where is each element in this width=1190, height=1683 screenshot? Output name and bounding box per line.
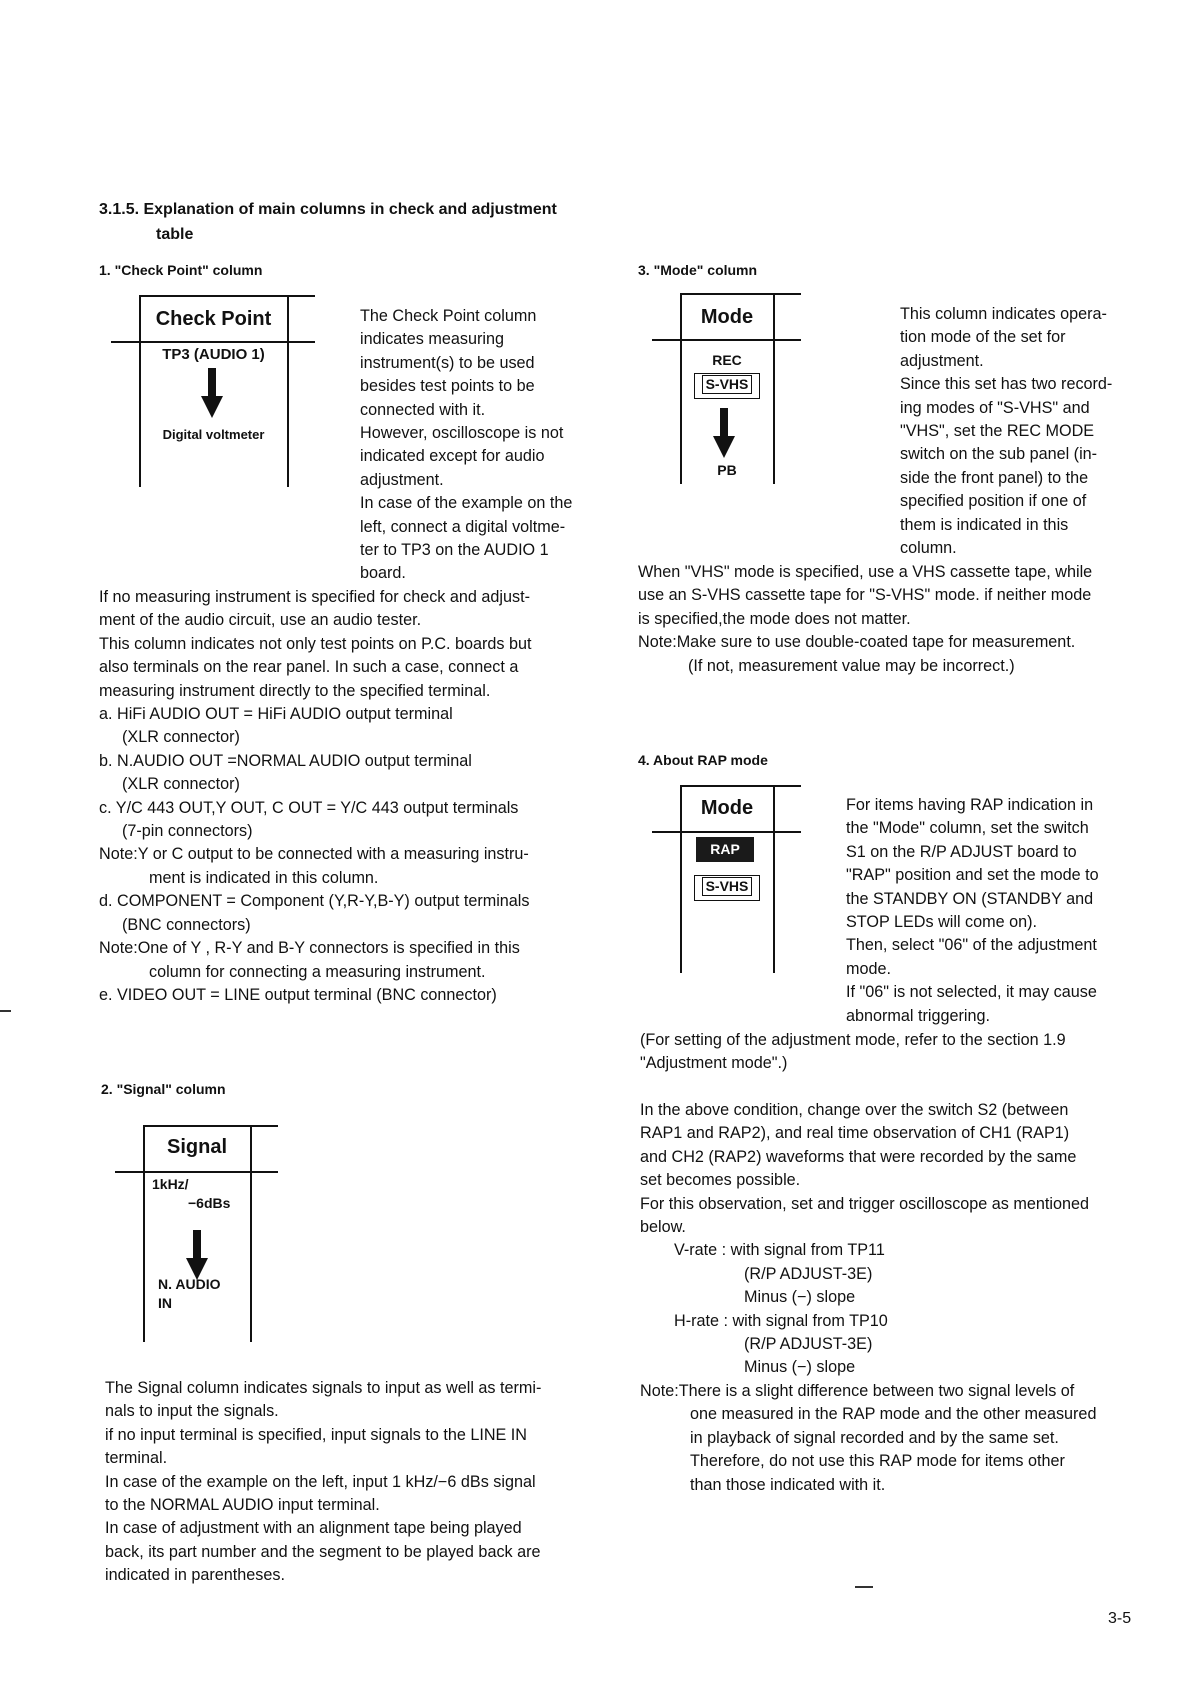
text-line: besides test points to be	[360, 377, 535, 396]
text-line: ment of the audio circuit, use an audio tester.	[99, 611, 422, 630]
mode-side-text	[900, 303, 1112, 560]
list-item-cont: (XLR connector)	[122, 728, 240, 747]
text-line: "Adjustment mode".)	[640, 1054, 788, 1073]
scan-mark	[0, 1010, 11, 1012]
text-line: tion mode of the set for	[900, 328, 1066, 347]
check-point-body	[99, 586, 532, 1007]
down-arrow-icon	[200, 368, 224, 418]
text-line: This column indicates opera-	[900, 305, 1107, 323]
section-title-line1: 3.1.5. Explanation of main columns in check and adjustment	[99, 201, 557, 218]
mode-diagram-rec: REC	[712, 352, 742, 368]
text-line: below.	[640, 1218, 686, 1237]
text-line: left, connect a digital voltme-	[360, 517, 566, 536]
signal-heading: 2. "Signal" column	[101, 1081, 226, 1097]
note: Note:There is a slight difference between two signal levels of	[640, 1381, 1075, 1400]
text-line: terminal.	[105, 1449, 168, 1468]
list-item: a. HiFi AUDIO OUT = HiFi AUDIO output terminal	[99, 705, 453, 724]
text-line: This column indicates not only test points on P.C. boards but	[99, 634, 532, 653]
text-line: indicates measuring	[360, 330, 504, 349]
rap-diagram-svhs	[694, 875, 760, 901]
mode-diagram-svhs	[694, 373, 760, 399]
text-line: "RAP" position and set the mode to	[846, 866, 1099, 885]
text-line: In case of the example on the left, input 1 kHz/−6 dBs signal	[105, 1472, 536, 1491]
list-item: c. Y/C 443 OUT,Y OUT, C OUT = Y/C 443 output terminals	[99, 798, 519, 817]
hrate-line: (R/P ADJUST-3E)	[744, 1335, 873, 1354]
text-line: abnormal triggering.	[846, 1006, 990, 1025]
vrate-line: Minus (−) slope	[744, 1288, 856, 1307]
text-line: If no measuring instrument is specified for check and adjust-	[99, 588, 530, 606]
hrate-line: H-rate : with signal from TP10	[674, 1311, 888, 1330]
text-line: indicated in parentheses.	[105, 1566, 285, 1585]
note-cont: Therefore, do not use this RAP mode for items other	[690, 1452, 1065, 1471]
note-cont: than those indicated with it.	[690, 1475, 886, 1494]
list-item: d. COMPONENT = Component (Y,R-Y,B-Y) output terminals	[99, 892, 530, 911]
mode-heading: 3. "Mode" column	[638, 262, 758, 278]
text-line: column.	[900, 539, 957, 558]
note-cont: one measured in the RAP mode and the other measured	[690, 1405, 1097, 1424]
text-line: use an S-VHS cassette tape for "S-VHS" mode. if neither mode	[638, 586, 1092, 605]
text-line: indicated except for audio	[360, 447, 545, 466]
text-line: (For setting of the adjustment mode, refer to the section 1.9	[640, 1031, 1066, 1049]
text-line: In case of the example on the	[360, 494, 573, 513]
vrate-line: (R/P ADJUST-3E)	[744, 1264, 873, 1283]
text-line: RAP1 and RAP2), and real time observation of CH1 (RAP1)	[640, 1124, 1070, 1143]
rap-diagram-svhs-label: S-VHS	[702, 877, 753, 896]
text-line: mode.	[846, 959, 891, 978]
list-item: b. N.AUDIO OUT =NORMAL AUDIO output terminal	[99, 751, 472, 770]
text-line: However, oscilloscope is not	[360, 424, 564, 443]
check-point-diagram-title: Check Point	[155, 308, 272, 330]
text-line: adjustment.	[360, 470, 444, 489]
rap-paren	[640, 1029, 1066, 1076]
text-line: The Signal column indicates signals to input as well as termi-	[105, 1379, 542, 1397]
text-line: The Check Point column	[360, 307, 537, 325]
note: Note:One of Y , R-Y and B-Y connectors is specified in this	[99, 939, 520, 958]
note-cont: (If not, measurement value may be incorrect.)	[688, 656, 1015, 675]
text-line: "VHS", set the REC MODE	[900, 422, 1095, 441]
list-item-cont: (BNC connectors)	[122, 915, 251, 934]
text-line: Then, select "06" of the adjustment	[846, 936, 1097, 955]
section-title	[99, 197, 557, 247]
scan-mark	[855, 1586, 873, 1588]
text-line: When "VHS" mode is specified, use a VHS cassette tape, while	[638, 563, 1093, 581]
down-arrow-icon	[712, 408, 736, 458]
text-line: In case of adjustment with an alignment tape being played	[105, 1519, 522, 1538]
text-line: them is indicated in this	[900, 515, 1069, 534]
mode-body	[638, 561, 1092, 678]
text-line: instrument(s) to be used	[360, 353, 535, 372]
note-cont: in playback of signal recorded and by the same set.	[690, 1428, 1059, 1447]
signal-diagram-level: −6dBs	[188, 1195, 231, 1211]
text-line: STOP LEDs will come on).	[846, 913, 1038, 932]
section-title-line2: table	[156, 226, 194, 243]
note-cont: ment is indicated in this column.	[149, 868, 379, 887]
text-line: For this observation, set and trigger oscilloscope as mentioned	[640, 1194, 1089, 1213]
check-point-side-text	[360, 305, 572, 586]
signal-body	[105, 1377, 541, 1588]
signal-diagram-title: Signal	[166, 1136, 227, 1158]
check-point-diagram-voltmeter: Digital voltmeter	[162, 427, 265, 442]
text-line: For items having RAP indication in	[846, 796, 1094, 814]
page-number: 3-5	[1108, 1610, 1132, 1627]
text-line: ing modes of "S-VHS" and	[900, 398, 1090, 417]
text-line: if no input terminal is specified, input signals to the LINE IN	[105, 1425, 527, 1444]
rap-diagram-title: Mode	[700, 797, 754, 819]
text-line: ter to TP3 on the AUDIO 1	[360, 541, 549, 560]
list-item-cont: (7-pin connectors)	[122, 822, 253, 841]
text-line: side the front panel) to the	[900, 468, 1089, 487]
text-line: In the above condition, change over the switch S2 (between	[640, 1101, 1069, 1119]
text-line: and CH2 (RAP2) waveforms that were recorded by the same	[640, 1147, 1077, 1166]
text-line: board.	[360, 564, 406, 583]
text-line: to the NORMAL AUDIO input terminal.	[105, 1496, 380, 1515]
mode-diagram-title: Mode	[700, 306, 754, 328]
text-line: back, its part number and the segment to be played back are	[105, 1542, 541, 1561]
text-line: nals to input the signals.	[105, 1402, 279, 1421]
rap-side-text	[846, 794, 1099, 1028]
text-line: S1 on the R/P ADJUST board to	[846, 842, 1077, 861]
note: Note:Y or C output to be connected with a measuring instru-	[99, 845, 529, 864]
check-point-diagram-tp3: TP3 (AUDIO 1)	[162, 346, 265, 363]
text-line: connected with it.	[360, 400, 486, 419]
mode-diagram-svhs-label: S-VHS	[702, 375, 753, 394]
note-cont: column for connecting a measuring instrument.	[149, 962, 486, 981]
down-arrow-icon	[185, 1230, 209, 1280]
check-point-heading: 1. "Check Point" column	[99, 262, 263, 278]
text-line: the "Mode" column, set the switch	[846, 819, 1089, 838]
hrate-line: Minus (−) slope	[744, 1358, 856, 1377]
rap-body	[640, 1099, 1096, 1497]
text-line: specified position if one of	[900, 492, 1087, 511]
signal-diagram-freq: 1kHz/	[152, 1176, 189, 1192]
text-line: Since this set has two record-	[900, 375, 1113, 394]
text-line: set becomes possible.	[640, 1171, 801, 1190]
text-line: measuring instrument directly to the specified terminal.	[99, 681, 491, 700]
text-line: the STANDBY ON (STANDBY and	[846, 889, 1094, 908]
note: Note:Make sure to use double-coated tape for measurement.	[638, 633, 1076, 652]
rap-badge: RAP	[696, 837, 754, 862]
list-item-cont: (XLR connector)	[122, 775, 240, 794]
text-line: switch on the sub panel (in-	[900, 445, 1098, 464]
mode-diagram-pb: PB	[717, 462, 737, 478]
rap-heading: 4. About RAP mode	[638, 752, 768, 768]
text-line: adjustment.	[900, 351, 984, 370]
signal-diagram-input-2: IN	[158, 1295, 172, 1311]
signal-diagram-input-1: N. AUDIO	[158, 1276, 221, 1292]
list-item: e. VIDEO OUT = LINE output terminal (BNC connector)	[99, 985, 497, 1004]
text-line: If "06" is not selected, it may cause	[846, 983, 1097, 1002]
text-line: is specified,the mode does not matter.	[638, 609, 911, 628]
text-line: also terminals on the rear panel. In such a case, connect a	[99, 658, 519, 677]
vrate-line: V-rate : with signal from TP11	[674, 1241, 885, 1260]
